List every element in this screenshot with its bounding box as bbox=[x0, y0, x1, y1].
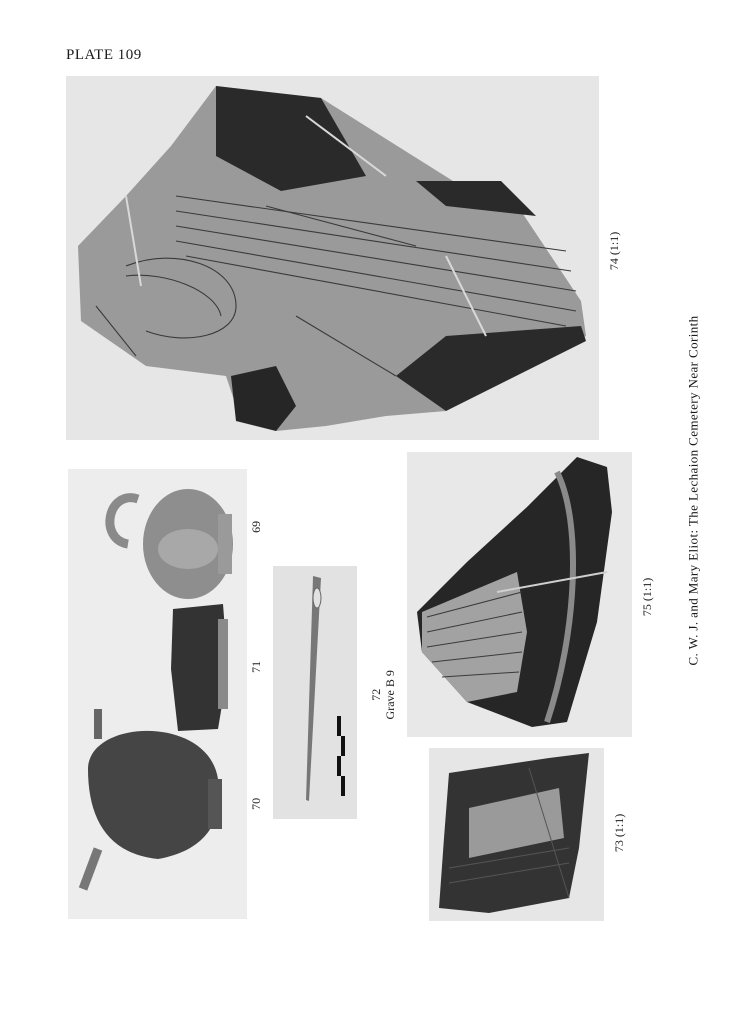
figure-72-caption bbox=[370, 650, 398, 740]
figure-75-label: 75 (1:1) bbox=[640, 577, 655, 617]
figure-74-label: 74 (1:1) bbox=[607, 231, 622, 271]
figure-72-grave: Grave B 9 bbox=[383, 670, 397, 720]
photo-fragment-75 bbox=[407, 452, 632, 737]
photo-needle-72 bbox=[273, 566, 357, 819]
plate-title: PLATE 109 bbox=[66, 47, 142, 63]
figure-73-label: 73 (1:1) bbox=[612, 813, 627, 853]
photo-fragment-73 bbox=[429, 748, 604, 921]
figure-71-label: 71 bbox=[249, 660, 264, 673]
footer-title: C. W. J. and Mary Eliot: The Lechaion Cemetery Near Corinth bbox=[685, 315, 701, 666]
figure-72-number: 72 bbox=[369, 688, 384, 701]
figure-69-label: 69 bbox=[249, 520, 264, 533]
photo-vases-69-71-70 bbox=[68, 469, 247, 919]
photo-fragment-74 bbox=[66, 76, 599, 440]
figure-70-label: 70 bbox=[249, 797, 264, 810]
